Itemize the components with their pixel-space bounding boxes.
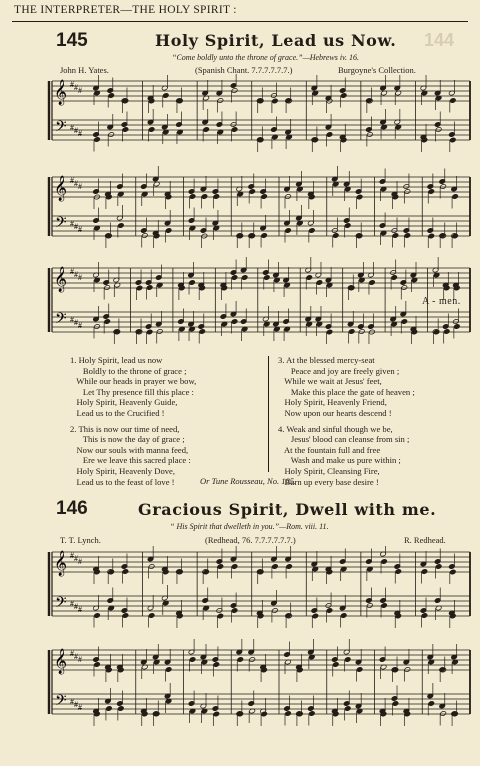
verse-2 — [70, 424, 196, 488]
note-head — [344, 706, 351, 712]
note-head — [316, 280, 323, 286]
note-head — [189, 194, 196, 200]
note-head — [435, 564, 442, 570]
note-head — [231, 88, 238, 94]
key-sharp-icon: # — [70, 219, 74, 228]
key-sharp-icon: # — [70, 80, 74, 89]
hymn-title: Gracious Spirit, Dwell with me. — [138, 500, 437, 519]
note-head — [148, 127, 155, 133]
note-head — [189, 280, 196, 286]
note-head — [122, 127, 129, 133]
note-head — [449, 98, 456, 104]
tune-meter: (Redhead, 76. 7.7.7.7.7.7.) — [205, 535, 296, 545]
note-head — [199, 329, 206, 335]
verse-line: 3. At the blessed mercy-seat — [278, 355, 375, 365]
note-head — [272, 608, 279, 614]
note-head — [404, 667, 411, 673]
note-head — [428, 233, 435, 239]
treble-clef-icon: 𝄞 — [54, 649, 68, 674]
key-sharp-icon: # — [70, 697, 74, 706]
hymn-number: 145 — [56, 30, 88, 51]
tune-source: R. Redhead. — [404, 535, 446, 545]
note-head — [326, 608, 333, 614]
note-head — [231, 319, 238, 325]
note-head — [261, 711, 268, 717]
note-head — [404, 189, 411, 195]
note-head — [148, 613, 155, 619]
bass-clef-icon: 𝄢 — [55, 214, 67, 235]
key-sharp-icon: # — [74, 179, 78, 188]
note-head — [443, 329, 450, 335]
note-head — [231, 564, 238, 570]
bass-clef-icon: 𝄢 — [55, 310, 67, 331]
verse-line: Holy Spirit, Heavenly Friend, — [278, 397, 387, 408]
note-head — [241, 275, 248, 281]
note-head — [381, 559, 388, 565]
note-head — [231, 608, 238, 614]
verse-3 — [278, 355, 415, 419]
amen-label: A - men. — [422, 296, 461, 307]
bass-clef-icon: 𝄢 — [55, 692, 67, 713]
verse-line: 4. Weak and sinful though we be, — [278, 423, 393, 434]
note-head — [141, 233, 148, 239]
treble-clef-icon: 𝄞 — [54, 551, 68, 576]
score-146 — [0, 546, 480, 766]
note-head — [392, 701, 399, 707]
key-sharp-icon: # — [78, 225, 82, 234]
note-head — [189, 657, 196, 663]
verse-line: 2. This is now our time of need, — [70, 423, 180, 434]
key-sharp-icon: # — [70, 649, 74, 658]
verse-line: Let Thy presence fill this place : — [70, 386, 194, 397]
key-sharp-icon: # — [70, 267, 74, 276]
key-sharp-icon: # — [74, 700, 78, 709]
bass-clef-icon: 𝄢 — [55, 594, 67, 615]
note-head — [401, 285, 408, 291]
scripture-motto: “ His Spirit that dwelleth in you.”—Rom. viii. 11. — [170, 522, 329, 531]
verse-line: Now our souls with manna feed, — [70, 444, 189, 455]
key-sharp-icon: # — [78, 703, 82, 712]
note-head — [165, 667, 172, 673]
note-head — [213, 194, 220, 200]
verse-line: Ere we leave this sacred place : — [70, 455, 191, 466]
note-head — [94, 662, 101, 668]
note-head — [118, 223, 125, 229]
hymn-title: Holy Spirit, Lead us Now. — [155, 31, 397, 50]
verses-left — [70, 355, 196, 492]
alternate-tune: Or Tune Rousseau, No. 185. — [200, 476, 297, 486]
key-sharp-icon: # — [74, 270, 78, 279]
note-head — [165, 228, 172, 234]
key-sharp-icon: # — [74, 554, 78, 563]
note-head — [428, 189, 435, 195]
verse-line: This is now the day of grace ; — [70, 434, 185, 445]
note-head — [452, 194, 459, 200]
note-head — [344, 657, 351, 663]
note-head — [340, 613, 347, 619]
key-sharp-icon: # — [70, 551, 74, 560]
verse-line: Holy Spirit, Cleansing Fire, — [278, 465, 380, 476]
verse-line: Peace and joy are freely given ; — [278, 365, 400, 376]
key-sharp-icon: # — [74, 602, 78, 611]
note-head — [156, 329, 163, 335]
note-head — [358, 329, 365, 335]
key-sharp-icon: # — [78, 321, 82, 330]
note-head — [367, 132, 374, 138]
note-head — [261, 233, 268, 239]
verse-line: Holy Spirit, Heavenly Guide, — [70, 397, 178, 408]
key-sharp-icon: # — [74, 318, 78, 327]
key-sharp-icon: # — [74, 652, 78, 661]
treble-clef-icon: 𝄞 — [54, 267, 68, 292]
note-head — [94, 137, 101, 143]
note-head — [440, 184, 447, 190]
note-head — [263, 275, 270, 281]
note-head — [381, 603, 388, 609]
note-head — [122, 569, 129, 575]
note-head — [286, 564, 293, 570]
note-head — [326, 329, 333, 335]
treble-clef-icon: 𝄞 — [54, 80, 68, 105]
verse-line: Jesus' blood can cleanse from sin ; — [278, 434, 410, 445]
header-rule — [12, 21, 468, 22]
note-head — [309, 711, 316, 717]
note-head — [94, 324, 101, 330]
key-sharp-icon: # — [70, 176, 74, 185]
note-head — [146, 285, 153, 291]
key-sharp-icon: # — [78, 86, 82, 95]
verse-1 — [70, 355, 196, 419]
note-head — [108, 132, 115, 138]
verse-4 — [278, 424, 415, 488]
note-head — [454, 324, 461, 330]
note-head — [401, 319, 408, 325]
note-head — [203, 127, 210, 133]
verse-line: Burn up every base desire ! — [278, 476, 379, 487]
note-head — [249, 189, 256, 195]
verse-line: Lead us to the Crucified ! — [70, 407, 165, 418]
verse-line: While our heads in prayer we bow, — [70, 376, 197, 387]
note-head — [272, 98, 279, 104]
key-sharp-icon: # — [70, 123, 74, 132]
note-head — [213, 711, 220, 717]
tune-meter: (Spanish Chant. 7.7.7.7.7.7.) — [195, 65, 293, 75]
note-head — [332, 662, 339, 668]
note-head — [332, 233, 339, 239]
note-head — [108, 93, 115, 99]
note-head — [435, 127, 442, 133]
author-credit: John H. Yates. — [60, 65, 109, 75]
key-sharp-icon: # — [74, 126, 78, 135]
note-head — [440, 711, 447, 717]
note-head — [449, 569, 456, 575]
note-head — [106, 706, 113, 712]
note-head — [367, 603, 374, 609]
running-head: THE INTERPRETER—THE HOLY SPIRIT : — [14, 4, 237, 16]
key-sharp-icon: # — [78, 273, 82, 282]
author-credit: T. T. Lynch. — [60, 535, 101, 545]
bleed-through-number: 144 — [424, 30, 455, 50]
note-head — [312, 613, 319, 619]
note-head — [285, 194, 292, 200]
treble-clef-icon: 𝄞 — [54, 176, 68, 201]
note-head — [148, 564, 155, 570]
note-head — [104, 285, 111, 291]
key-sharp-icon: # — [78, 182, 82, 191]
note-head — [344, 223, 351, 229]
note-head — [104, 319, 111, 325]
note-head — [231, 275, 238, 281]
verse-line: 1. Holy Spirit, lead us now — [70, 355, 163, 365]
note-head — [146, 329, 153, 335]
verse-line: While we wait at Jesus' feet, — [278, 376, 382, 387]
note-head — [261, 194, 268, 200]
note-head — [162, 93, 169, 99]
note-head — [306, 275, 313, 281]
note-head — [395, 569, 402, 575]
note-head — [356, 667, 363, 673]
note-head — [421, 569, 428, 575]
key-sharp-icon: # — [78, 655, 82, 664]
note-head — [94, 613, 101, 619]
key-sharp-icon: # — [78, 129, 82, 138]
verse-line: Holy Spirit, Heavenly Dove, — [70, 465, 176, 476]
hymn-number: 146 — [56, 498, 88, 519]
verse-line: Lead us to the feast of love ! — [70, 476, 175, 487]
note-head — [136, 285, 143, 291]
note-head — [348, 329, 355, 335]
scripture-motto: “Come boldly unto the throne of grace.”—Hebrews iv. 16. — [172, 53, 360, 62]
note-head — [231, 127, 238, 133]
note-head — [285, 711, 292, 717]
note-head — [428, 701, 435, 707]
note-head — [326, 132, 333, 138]
note-head — [249, 657, 256, 663]
note-head — [217, 613, 224, 619]
score-145 — [0, 74, 480, 354]
verse-line: Now upon our hearts descend ! — [278, 407, 392, 418]
tune-source: Burgoyne's Collection. — [338, 65, 416, 75]
note-head — [421, 613, 428, 619]
note-head — [272, 564, 279, 570]
note-head — [217, 564, 224, 570]
note-head — [122, 613, 129, 619]
key-sharp-icon: # — [78, 605, 82, 614]
key-sharp-icon: # — [78, 557, 82, 566]
note-head — [118, 706, 125, 712]
note-head — [201, 194, 208, 200]
note-head — [340, 93, 347, 99]
verse-line: At the fountain full and free — [278, 444, 381, 455]
bass-clef-icon: 𝄢 — [55, 118, 67, 139]
verse-line: Boldly to the throne of grace ; — [70, 365, 187, 376]
key-sharp-icon: # — [74, 222, 78, 231]
key-sharp-icon: # — [74, 83, 78, 92]
note-head — [391, 275, 398, 281]
note-head — [449, 137, 456, 143]
note-head — [356, 194, 363, 200]
note-head — [369, 280, 376, 286]
note-head — [237, 657, 244, 663]
verse-line: Make this place the gate of heaven ; — [278, 386, 415, 397]
verses-right — [278, 355, 415, 492]
note-head — [213, 662, 220, 668]
key-sharp-icon: # — [70, 599, 74, 608]
note-head — [285, 228, 292, 234]
note-head — [309, 228, 316, 234]
note-head — [392, 233, 399, 239]
note-head — [404, 233, 411, 239]
key-sharp-icon: # — [70, 315, 74, 324]
verse-line: Wash and make us pure within ; — [278, 455, 401, 466]
note-head — [217, 98, 224, 104]
verse-divider — [268, 356, 269, 472]
